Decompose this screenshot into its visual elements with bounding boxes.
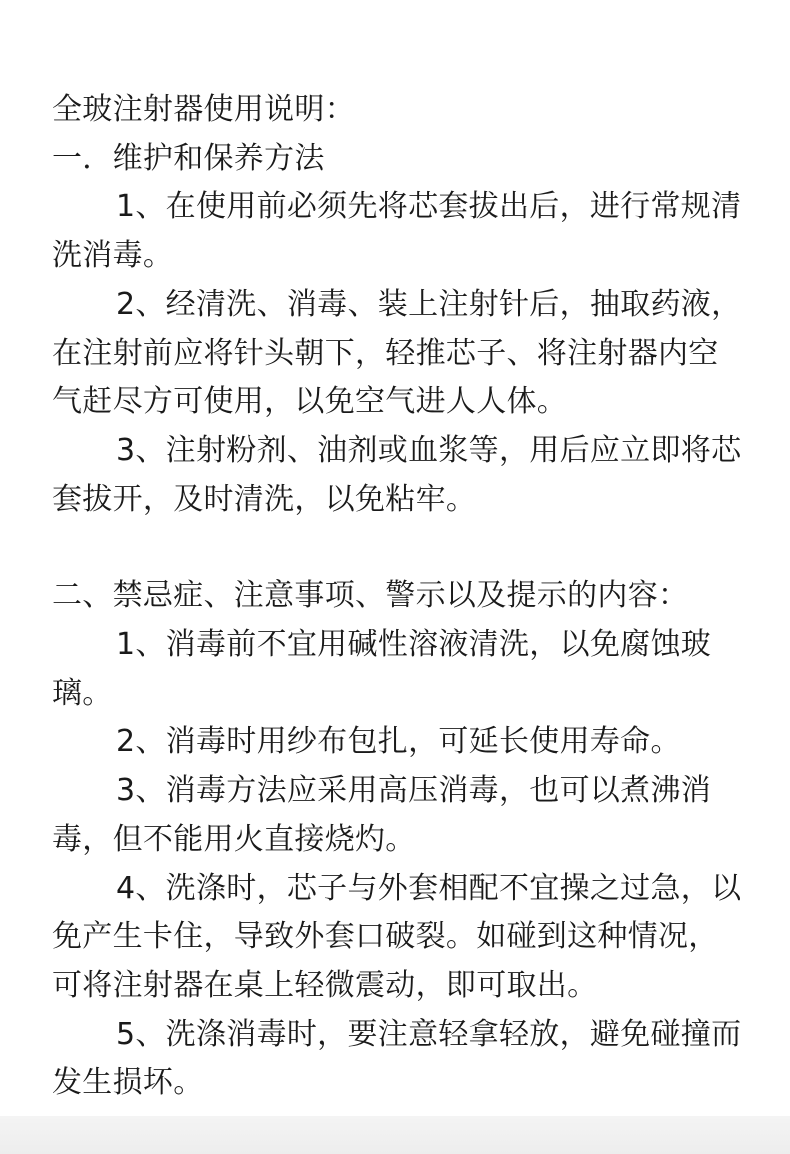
bottom-border-strip (0, 1116, 790, 1154)
section-2-item-5: 5、洗涤消毒时，要注意轻拿轻放，避免碰撞而发生损坏。 (52, 1016, 742, 1101)
section-1-item-1: 1、在使用前必须先将芯套拔出后，进行常规清洗消毒。 (52, 189, 742, 274)
section-2-item-2: 2、消毒时用纱布包扎，可延长使用寿命。 (116, 724, 681, 760)
section-1-item-3: 3、注射粉剂、油剂或血浆等，用后应立即将芯套拔开，及时清洗，以免粘牢。 (52, 432, 742, 517)
section-spacer (52, 524, 742, 572)
section-1-heading: 一．维护和保养方法 (52, 140, 325, 176)
section-2-item-4: 4、洗涤时，芯子与外套相配不宜操之过急，以免产生卡住，导致外套口破裂。如碰到这种情况，可将注射器在桌上轻微震动，即可取出。 (52, 870, 742, 1003)
section-2-item-3: 3、消毒方法应采用高压消毒，也可以煮沸消毒，但不能用火直接烧灼。 (52, 773, 712, 857)
instruction-document (52, 86, 742, 1108)
section-2-heading: 二、禁忌症、注意事项、警示以及提示的内容： (52, 578, 689, 614)
section-2-item-1: 1、消毒前不宜用碱性溶液清洗，以免腐蚀玻璃。 (52, 627, 712, 711)
section-1-item-2: 2、经清洗、消毒、装上注射针后，抽取药液，在注射前应将针头朝下，轻推芯子、将注射器内空气赶尽方可使用，以免空气进人人体。 (52, 286, 742, 420)
document-title: 全玻注射器使用说明： (52, 92, 355, 127)
